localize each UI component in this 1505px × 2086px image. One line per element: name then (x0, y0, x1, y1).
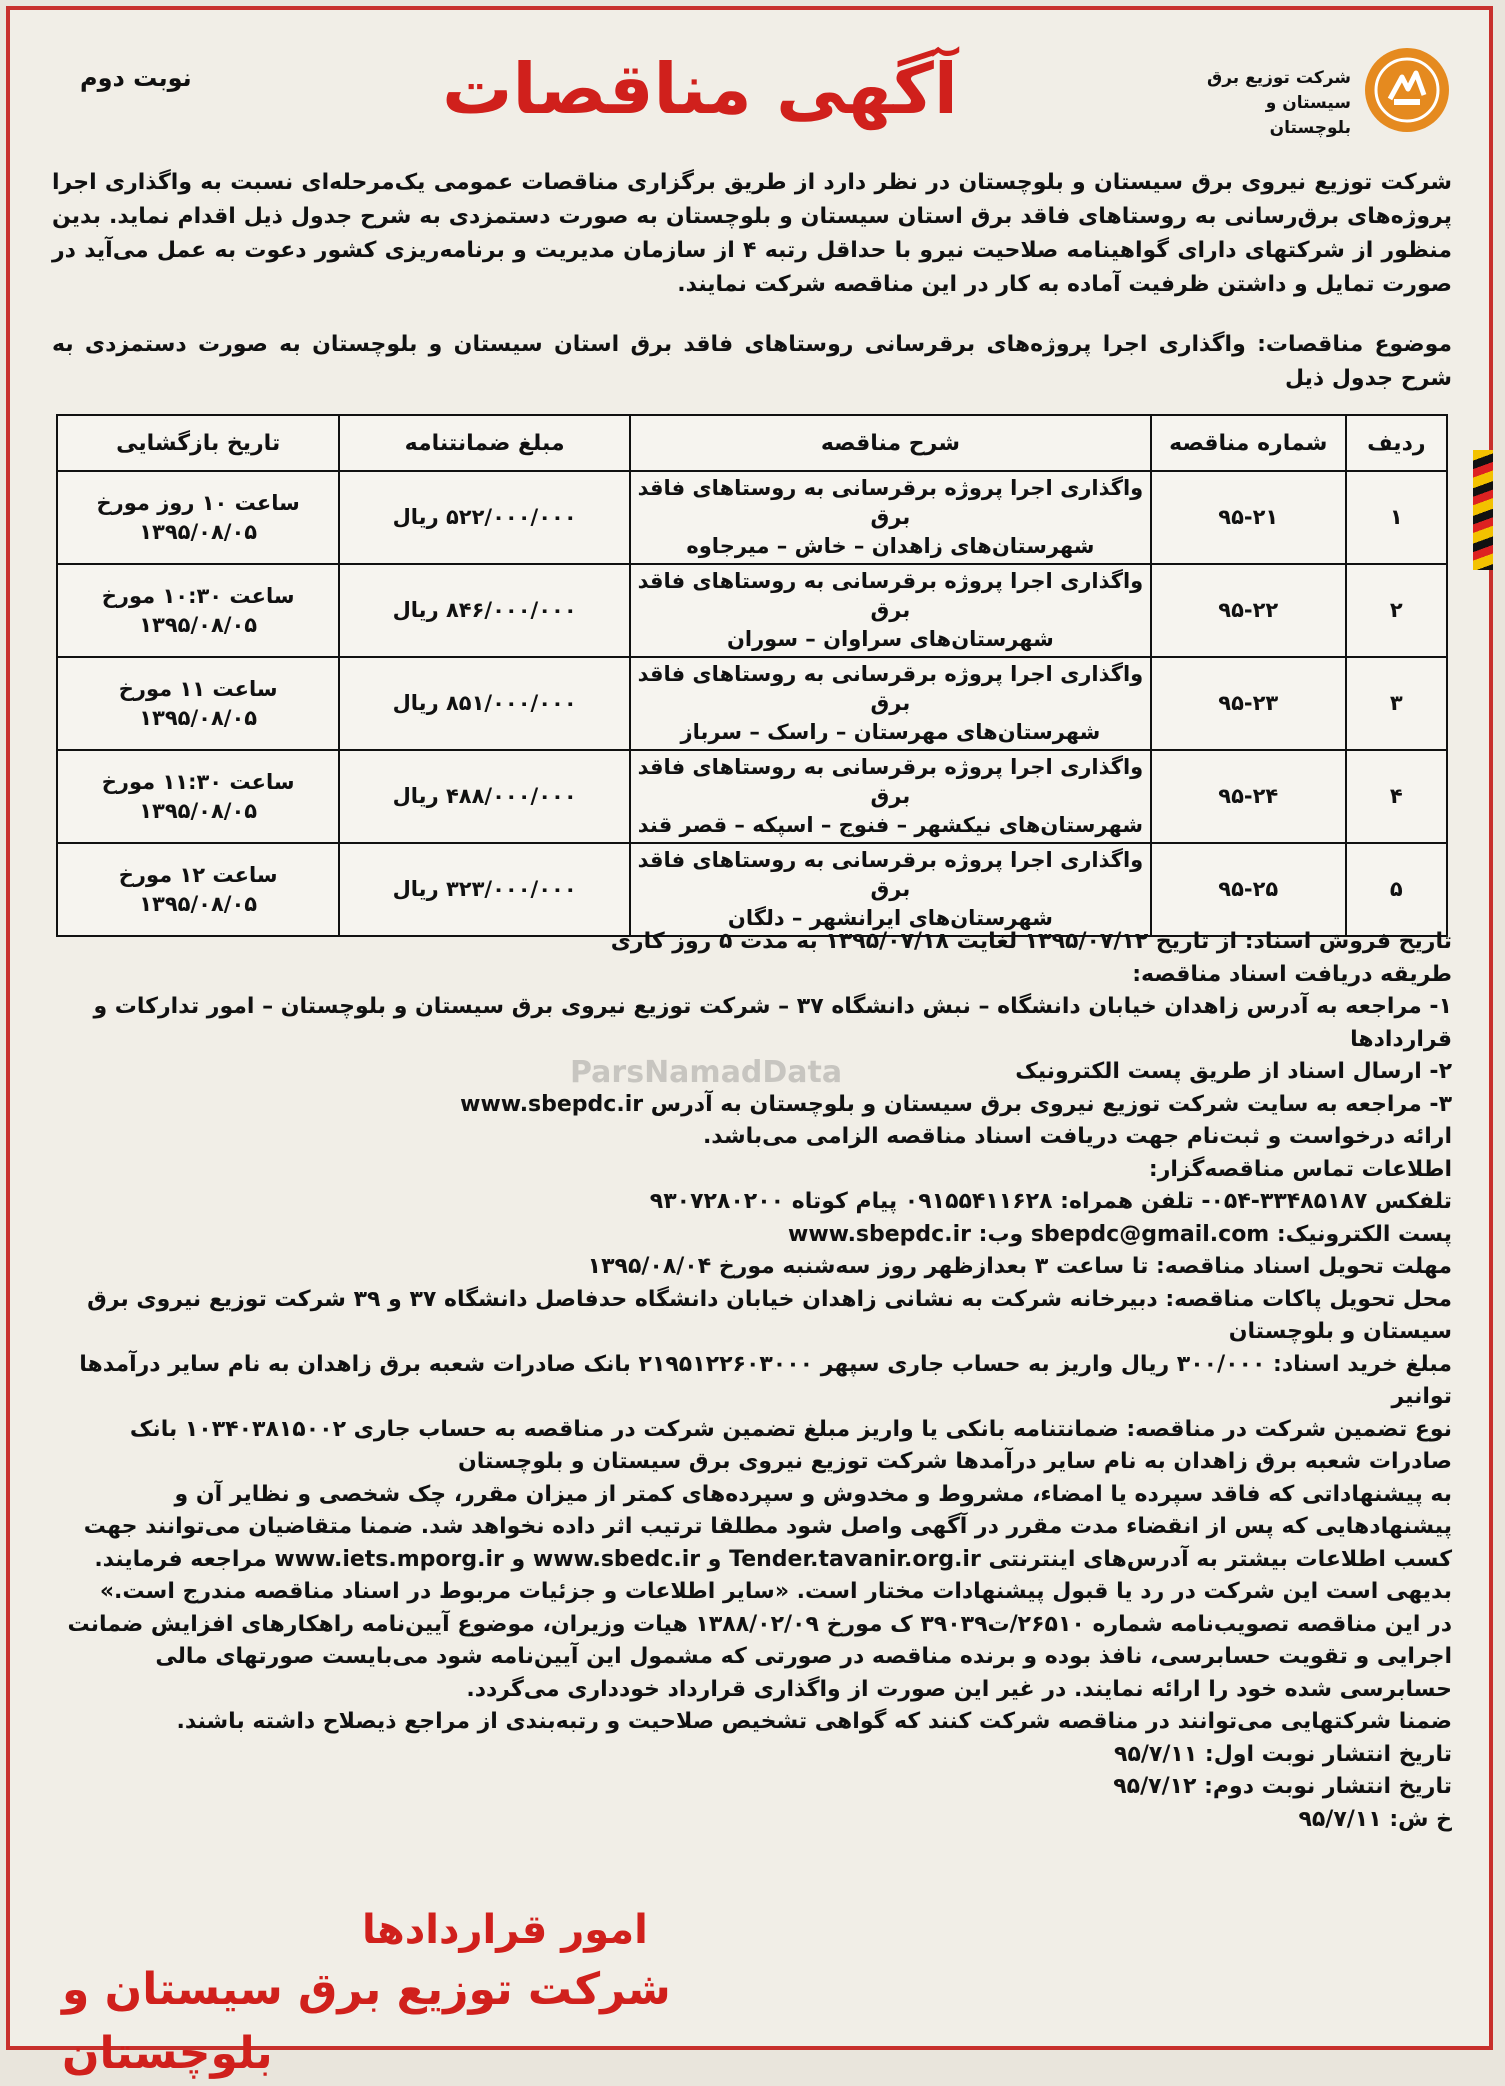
cell-row: ۵ (1346, 843, 1447, 936)
tender-notice (6, 6, 1493, 2079)
intro-paragraph: شرکت توزیع نیروی برق سیستان و بلوچستان در نظر دارد از طریق برگزاری مناقصات عمومی یک‌مرحله‌ای نسبت به واگذاری اجرا پروژه‌های برق‌رسانی به روستاهای فاقد برق استان سیستان و بلوچستان به صورت دستمزدی به شرح جدول ذیل اقدام نماید. بدین منظور از شرکتهای دارای گواهینامه صلاحیت نیرو با حداقل رتبه ۴ از سازمان مدیریت و برنامه‌ریزی کشور دعوت به عمل می‌آید در صورت تمایل و داشتن ظرفیت آماده به کار در این مناقصه شرکت نمایند. (52, 170, 1453, 297)
date-line2: ۱۳۹۵/۰۸/۰۵ (139, 798, 258, 823)
conditions: به پیشنهاداتی که فاقد سپرده یا امضاء، مشروط و مخدوش و سپرده‌های کمتر از میزان مقرر، چک شخصی و نظایر آن و پیشنهادهایی که پس از انقضاء مدت مقرر در آگهی واصل شود مطلقا ترتیب اثر داده نخواهد شد. ضمنا متقاضیان می‌توانند جهت کسب اطلاعات بیشتر به آدرس‌های اینترنتی Tender.tavanir.org.ir و www.sbedc.ir و www.iets.mporg.ir مراجعه فرمایند. بدیهی است این شرکت در رد یا قبول پیشنهادات مختار است. «سایر اطلاعات و جزئیات مربوط در اسناد مناقصه مندرج است.» (83, 1481, 1452, 1604)
date-line1: ساعت ۱۰ روز مورخ (96, 490, 300, 515)
cell-guarantee: ۵۲۲/۰۰۰/۰۰۰ ریال (339, 471, 630, 564)
contact-email: پست الکترونیک: sbepdc@gmail.com وب: www.sbepdc.ir (788, 1221, 1452, 1247)
cell-guarantee: ۴۸۸/۰۰۰/۰۰۰ ریال (339, 750, 630, 843)
publish-date-second: تاریخ انتشار نوبت دوم: ۹۵/۷/۱۲ (1113, 1774, 1452, 1799)
date-line1: ساعت ۱۱:۳۰ مورخ (101, 769, 295, 794)
cell-number: ۹۵-۲۳ (1151, 657, 1346, 750)
cell-guarantee: ۸۵۱/۰۰۰/۰۰۰ ریال (339, 657, 630, 750)
cell-row: ۴ (1346, 750, 1447, 843)
cell-guarantee: ۸۴۶/۰۰۰/۰۰۰ ریال (339, 564, 630, 657)
delivery-place: محل تحویل پاکات مناقصه: دبیرخانه شرکت به نشانی زاهدان خیابان دانشگاه حدفاصل دانشگاه ۳۷ و ۳۹ شرکت توزیع نیروی برق سیستان و بلوچستان (87, 1286, 1452, 1344)
guarantee-type: نوع تضمین شرکت در مناقصه: ضمانتنامه بانکی یا واریز مبلغ تضمین شرکت در مناقصه به حساب جاری ۱۰۳۴۰۳۸۱۵۰۰۲ بانک صادرات شعبه برق زاهدان به نام سایر درآمدها شرکت توزیع نیروی برق سیستان و بلوچستان (129, 1416, 1452, 1474)
cell-opening-date (57, 564, 339, 657)
company-name-line1: شرکت توزیع برق (1207, 68, 1351, 88)
cell-description (630, 471, 1151, 564)
cell-description (630, 750, 1151, 843)
publication-round: نوبت دوم (80, 64, 192, 92)
contact-phones: تلفکس ۳۳۴۸۵۱۸۷-۰۵۴- تلفن همراه: ۰۹۱۵۵۴۱۱۶۲۸ پیام کوتاه ۹۳۰۷۲۸۰۲۰۰ (649, 1189, 1452, 1214)
table-row (57, 657, 1447, 750)
request-note: ارائه درخواست و ثبت‌نام جهت دریافت اسناد مناقصه الزامی می‌باشد. (702, 1124, 1452, 1149)
method-1: ۱- مراجعه به آدرس زاهدان خیابان دانشگاه – نبش دانشگاه ۳۷ – شرکت توزیع نیروی برق سیستان و بلوچستان – امور تدارکات و قراردادها (93, 994, 1452, 1052)
cell-row: ۲ (1346, 564, 1447, 657)
desc-line1: واگذاری اجرا پروژه برقرسانی به روستاهای فاقد برق (637, 755, 1144, 808)
subject-paragraph: موضوع مناقصات: واگذاری اجرا پروژه‌های برقرسانی روستاهای فاقد برق استان سیستان و بلوچستان به صورت دستمزدی به شرح جدول ذیل (52, 332, 1452, 391)
date-line1: ساعت ۱۱ مورخ (118, 676, 278, 701)
receive-method-title: طریقه دریافت اسناد مناقصه: (1132, 961, 1452, 987)
table-row (57, 750, 1447, 843)
watermark-text: ParsNamadData (570, 1055, 843, 1090)
regulation: در این مناقصه تصویب‌نامه شماره ۲۶۵۱۰/ت۳۹۰۳۹ ک مورخ ۱۳۸۸/۰۲/۰۹ هیات وزیران، موضوع آیین‌نامه راهکارهای افزایش ضمانت اجرایی و تقویت حسابرسی، نافذ بوده و برنده مناقصه در صورتی که مشمول این آیین‌نامه شود می‌بایست صورتهای مالی حسابرسی شده خود را ارائه نمایند. در غیر این صورت از واگذاری قرارداد خودداری می‌گردد. (67, 1611, 1452, 1702)
desc-line2: شهرستان‌های سراوان – سوران (726, 627, 1054, 651)
col-header-guarantee: مبلغ ضمانتنامه (339, 415, 630, 471)
date-line2: ۱۳۹۵/۰۸/۰۵ (139, 519, 258, 544)
table-row (57, 843, 1447, 936)
cell-opening-date (57, 750, 339, 843)
footer-department: امور قراردادها (362, 1907, 648, 1953)
desc-line2: شهرستان‌های نیکشهر – فنوج – اسپکه – قصر قند (637, 813, 1144, 837)
table-row (57, 564, 1447, 657)
date-line1: ساعت ۱۰:۳۰ مورخ (101, 583, 295, 608)
purchase-amount: مبلغ خرید اسناد: ۳۰۰/۰۰۰ ریال واریز به حساب جاری سپهر ۲۱۹۵۱۲۲۶۰۳۰۰۰ بانک صادرات شعبه برق زاهدان به نام سایر درآمدها توانیر (79, 1351, 1452, 1409)
contact-title: اطلاعات تماس مناقصه‌گزار: (1148, 1156, 1452, 1182)
decorative-stripe (1473, 450, 1493, 570)
company-name (1191, 66, 1351, 141)
tender-table (56, 414, 1448, 937)
desc-line2: شهرستان‌های مهرستان – راسک – سرباز (680, 720, 1101, 744)
date-line2: ۱۳۹۵/۰۸/۰۵ (139, 891, 258, 916)
desc-line1: واگذاری اجرا پروژه برقرسانی به روستاهای فاقد برق (637, 476, 1144, 529)
sale-dates: تاریخ فروش اسناد: از تاریخ ۱۳۹۵/۰۷/۱۲ لغایت ۱۳۹۵/۰۷/۱۸ به مدت ۵ روز کاری (610, 929, 1452, 954)
method-3: ۳- مراجعه به سایت شرکت توزیع نیروی برق سیستان و بلوچستان به آدرس www.sbepdc.ir (460, 1091, 1452, 1117)
desc-line1: واگذاری اجرا پروژه برقرسانی به روستاهای فاقد برق (637, 662, 1144, 715)
desc-line1: واگذاری اجرا پروژه برقرسانی به روستاهای فاقد برق (637, 569, 1144, 622)
cell-row: ۱ (1346, 471, 1447, 564)
cell-description (630, 843, 1151, 936)
cell-number: ۹۵-۲۴ (1151, 750, 1346, 843)
submission-deadline: مهلت تحویل اسناد مناقصه: تا ساعت ۳ بعدازظهر روز سه‌شنبه مورخ ۱۳۹۵/۰۸/۰۴ (587, 1254, 1452, 1279)
page-title: آگهی مناقصات (442, 48, 958, 130)
cell-guarantee: ۳۲۳/۰۰۰/۰۰۰ ریال (339, 843, 630, 936)
footer-signature (62, 1902, 882, 2086)
publication-code: خ ش: ۹۵/۷/۱۱ (1298, 1806, 1452, 1832)
date-line2: ۱۳۹۵/۰۸/۰۵ (139, 612, 258, 637)
col-header-opening-date: تاریخ بازگشایی (57, 415, 339, 471)
cell-row: ۳ (1346, 657, 1447, 750)
cell-number: ۹۵-۲۲ (1151, 564, 1346, 657)
method-2: ۲- ارسال اسناد از طریق پست الکترونیک (1015, 1059, 1452, 1084)
cell-description (630, 657, 1151, 750)
footer-company: شرکت توزیع برق سیستان و بلوچستان (62, 1964, 671, 2079)
cell-number: ۹۵-۲۱ (1151, 471, 1346, 564)
cell-description (630, 564, 1151, 657)
date-line2: ۱۳۹۵/۰۸/۰۵ (139, 705, 258, 730)
company-name-line2: سیستان و بلوچستان (1265, 93, 1351, 138)
cell-opening-date (57, 471, 339, 564)
col-header-row: ردیف (1346, 415, 1447, 471)
publish-date-first: تاریخ انتشار نوبت اول: ۹۵/۷/۱۱ (1114, 1741, 1452, 1767)
desc-line2: شهرستان‌های زاهدان – خاش – میرجاوه (686, 534, 1095, 558)
col-header-number: شماره مناقصه (1151, 415, 1346, 471)
desc-line1: واگذاری اجرا پروژه برقرسانی به روستاهای فاقد برق (637, 848, 1144, 901)
company-logo-icon (1365, 48, 1449, 132)
cell-opening-date (57, 657, 339, 750)
date-line1: ساعت ۱۲ مورخ (118, 862, 278, 887)
cell-opening-date (57, 843, 339, 936)
cell-number: ۹۵-۲۵ (1151, 843, 1346, 936)
table-row (57, 471, 1447, 564)
notice-header (10, 10, 1489, 160)
eligibility: ضمنا شرکتهایی می‌توانند در مناقصه شرکت کنند که گواهی تشخیص صلاحیت و رتبه‌بندی از مراجع ذیصلاح داشته باشند. (176, 1709, 1452, 1734)
notice-body (50, 926, 1452, 1836)
col-header-description: شرح مناقصه (630, 415, 1151, 471)
table-header-row (57, 415, 1447, 471)
desc-line2: شهرستان‌های ایرانشهر – دلگان (727, 906, 1053, 930)
